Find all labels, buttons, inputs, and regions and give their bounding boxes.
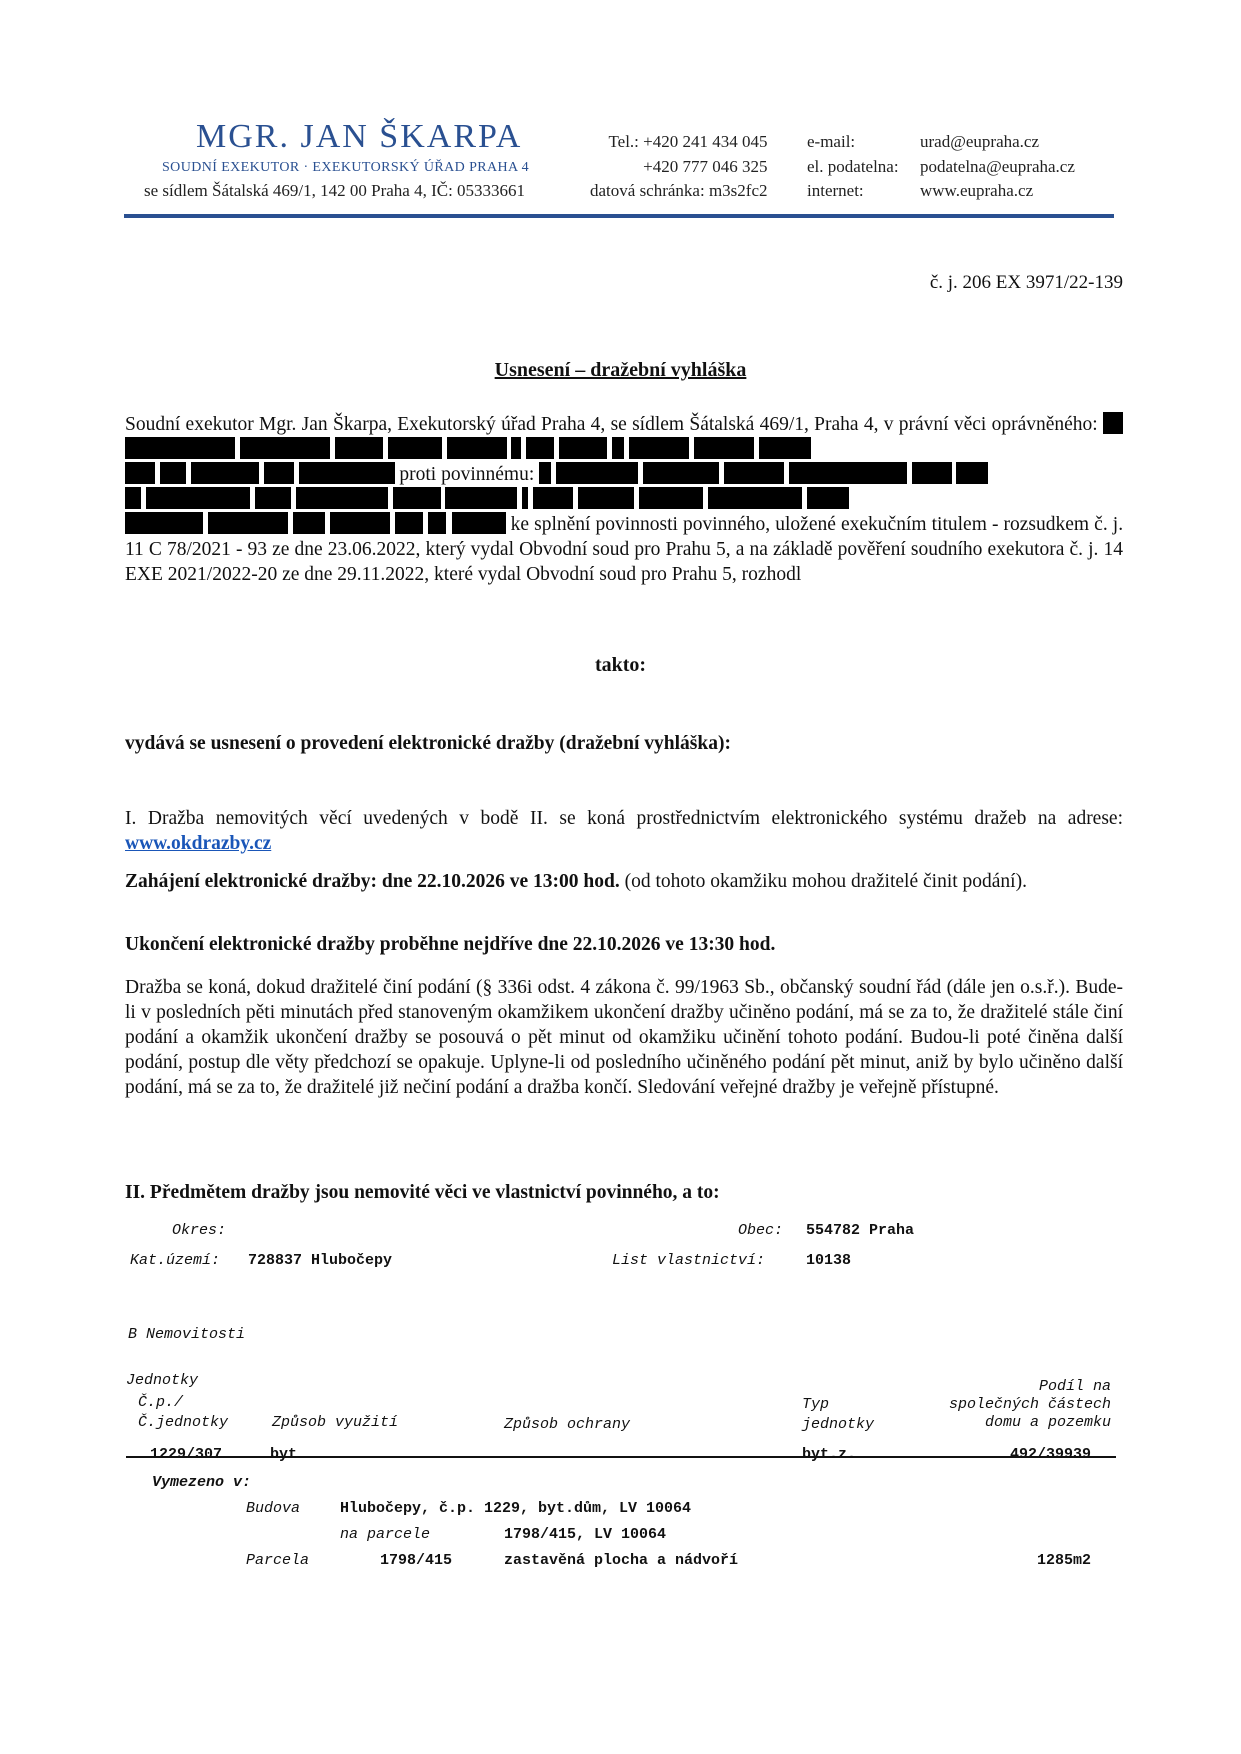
redaction <box>428 512 446 534</box>
redaction <box>612 437 624 459</box>
parcela-label: Parcela <box>246 1552 310 1569</box>
intro-text-2: ke splnění povinnosti povinného, uložené exekučním titulem - rozsudkem č. j. 11 C 78/2021 - 93 ze dne 23.06.2022, který vydal Obvodní soud pro Prahu 5, a na základě pověření soudního exekutora č. j. 14 EXE 2021/2022-20 ze dne 29.11.2022, které vydal Obvodní soud pro Prahu 5, rozhodl <box>125 514 1124 585</box>
email-label: e-mail: <box>807 132 856 151</box>
email-link[interactable]: urad@eupraha.cz <box>920 132 1039 151</box>
redaction <box>533 487 573 509</box>
redaction <box>335 437 383 459</box>
katuzemi-value: 728837 Hlubočepy <box>248 1252 393 1269</box>
redaction <box>240 437 330 459</box>
redaction <box>393 487 441 509</box>
katuzemi-label: Kat.území: <box>130 1252 221 1269</box>
col-podil: Podíl na <box>1038 1378 1111 1395</box>
redaction <box>447 437 507 459</box>
unit-number: 1229/307 <box>150 1446 223 1463</box>
jednotky-label: Jednotky <box>126 1372 199 1389</box>
col-typ-2: jednotky <box>802 1416 875 1433</box>
vymezeno-label: Vymezeno v: <box>152 1474 252 1491</box>
redaction <box>255 487 291 509</box>
redaction <box>160 462 186 484</box>
letterhead-phones <box>590 130 768 204</box>
parcela-number: 1798/415 <box>380 1552 453 1569</box>
lv-value: 10138 <box>806 1252 852 1269</box>
redaction <box>191 462 259 484</box>
letterhead-divider <box>124 214 1114 218</box>
redaction <box>556 462 638 484</box>
redaction <box>956 462 988 484</box>
redaction <box>708 487 802 509</box>
unit-use: byt <box>270 1446 298 1463</box>
redaction <box>807 487 849 509</box>
col-zpusob-ochrany: Způsob ochrany <box>504 1416 631 1433</box>
section-1-intro: I. Dražba nemovitých věcí uvedených v bodě II. se koná prostřednictvím elektronického systému dražeb na adrese: <box>125 808 1123 829</box>
proti-text: proti povinnému: <box>399 464 535 485</box>
redaction <box>395 512 423 534</box>
parcela-type: zastavěná plocha a nádvoří <box>504 1552 739 1569</box>
auction-end: Ukončení elektronické dražby proběhne nejdříve dne 22.10.2026 ve 13:30 hod. <box>125 934 776 955</box>
decision-statement: vydává se usnesení o provedení elektronické dražby (dražební vyhláška): <box>125 733 731 754</box>
takto-heading: takto: <box>594 654 647 676</box>
letterhead-name: MGR. JAN ŠKARPA <box>196 118 523 155</box>
col-typ: Typ <box>802 1396 830 1413</box>
redaction <box>125 462 155 484</box>
redaction <box>759 437 811 459</box>
redaction <box>526 437 554 459</box>
obec-label: Obec: <box>738 1222 784 1239</box>
auction-start <box>125 869 1123 894</box>
col-zpusob-vyuziti: Způsob využití <box>272 1414 399 1431</box>
podatelna-link[interactable]: podatelna@eupraha.cz <box>920 156 1075 176</box>
redaction <box>264 462 294 484</box>
col-cj: Č.jednotky <box>138 1414 229 1431</box>
document-title: Usnesení – dražební vyhláška <box>494 359 747 381</box>
section-1-text <box>125 806 1123 856</box>
auction-start-date: Zahájení elektronické dražby: dne 22.10.2026 ve 13:00 hod. <box>125 871 620 892</box>
redaction <box>559 437 607 459</box>
redaction <box>125 437 235 459</box>
redaction <box>330 512 390 534</box>
redaction <box>539 462 551 484</box>
redaction <box>522 487 528 509</box>
redaction <box>629 437 689 459</box>
obec-value: 554782 Praha <box>806 1222 915 1239</box>
letterhead-address: se sídlem Šátalská 469/1, 142 00 Praha 4, IČ: 05333661 <box>144 181 526 200</box>
podatelna-label: el. podatelna: <box>807 156 899 176</box>
budova-value: Hlubočepy, č.p. 1229, byt.dům, LV 10064 <box>340 1500 692 1517</box>
unit-type: byt.z. <box>802 1446 857 1463</box>
okres-label: Okres: <box>172 1222 227 1239</box>
databox: datová schránka: m3s2fc2 <box>590 181 768 200</box>
web-link[interactable]: www.eupraha.cz <box>920 181 1034 200</box>
redaction <box>578 487 634 509</box>
phone-1: Tel.: +420 241 434 045 <box>608 132 768 151</box>
redaction <box>299 462 395 484</box>
redaction <box>208 512 288 534</box>
phone-2: +420 777 046 325 <box>643 156 768 176</box>
unit-share: 492/39939 <box>1009 1446 1091 1463</box>
redaction <box>789 462 907 484</box>
redaction <box>912 462 952 484</box>
letterhead-contact-values <box>920 130 1075 204</box>
section-2-heading: II. Předmětem dražby jsou nemovité věci ve vlastnictví povinného, a to: <box>125 1182 720 1203</box>
budova-label: Budova <box>246 1500 301 1517</box>
redaction <box>452 512 506 534</box>
letterhead-contact-labels <box>807 130 899 204</box>
redaction <box>296 487 388 509</box>
col-cp: Č.p./ <box>138 1394 184 1411</box>
auction-portal-link[interactable]: www.okdrazby.cz <box>125 833 272 854</box>
redaction <box>146 487 250 509</box>
auction-rules: Dražba se koná, dokud dražitelé činí podání (§ 336i odst. 4 zákona č. 99/1963 Sb., občanský soudní řád (dále jen o.s.ř.). Bude-li v posledních pěti minutách před stanoveným okamžikem ukončení dražby učiněno podání, má se za to, že dražitelé stále činí podání a okamžik ukončení dražby se posouvá o pět minut od okamžiku učinění tohoto podání. Budou-li poté činěna další podání, postup dle věty předchozí se opakuje. Uplyne-li od posledního učiněného podání pět minut, aniž by bylo učiněno další podání, má se za to, že dražitelé již nečiní podání a dražba končí. Sledování veřejné dražby je veřejně přístupné. <box>125 977 1123 1098</box>
intro-paragraph <box>125 412 1123 587</box>
na-parcele-value: 1798/415, LV 10064 <box>504 1526 667 1543</box>
redaction <box>445 487 517 509</box>
intro-text: Soudní exekutor Mgr. Jan Škarpa, Exekutorský úřad Praha 4, se sídlem Šátalská 469/1, Praha 4, v právní věci oprávněného: <box>125 414 1098 435</box>
col-podil-3: domu a pozemku <box>984 1414 1111 1431</box>
redaction <box>639 487 703 509</box>
col-podil-2: společných částech <box>948 1396 1111 1413</box>
redaction <box>125 512 203 534</box>
section-b-label: B Nemovitosti <box>128 1326 246 1343</box>
redaction <box>293 512 325 534</box>
na-parcele-label: na parcele <box>340 1526 431 1543</box>
redaction <box>694 437 754 459</box>
parcela-area: 1285m2 <box>1036 1552 1091 1569</box>
redaction <box>643 462 719 484</box>
redaction <box>1103 412 1123 434</box>
redaction <box>388 437 442 459</box>
auction-start-note: (od tohoto okamžiku mohou dražitelé činit podání). <box>624 871 1027 892</box>
redaction <box>724 462 784 484</box>
lv-label: List vlastnictví: <box>612 1252 766 1269</box>
case-reference: č. j. 206 EX 3971/22-139 <box>929 272 1123 293</box>
internet-label: internet: <box>807 181 864 200</box>
letterhead-subtitle: SOUDNÍ EXEKUTOR · EXEKUTORSKÝ ÚŘAD PRAHA 4 <box>162 160 530 175</box>
redaction <box>511 437 521 459</box>
redaction <box>125 487 141 509</box>
